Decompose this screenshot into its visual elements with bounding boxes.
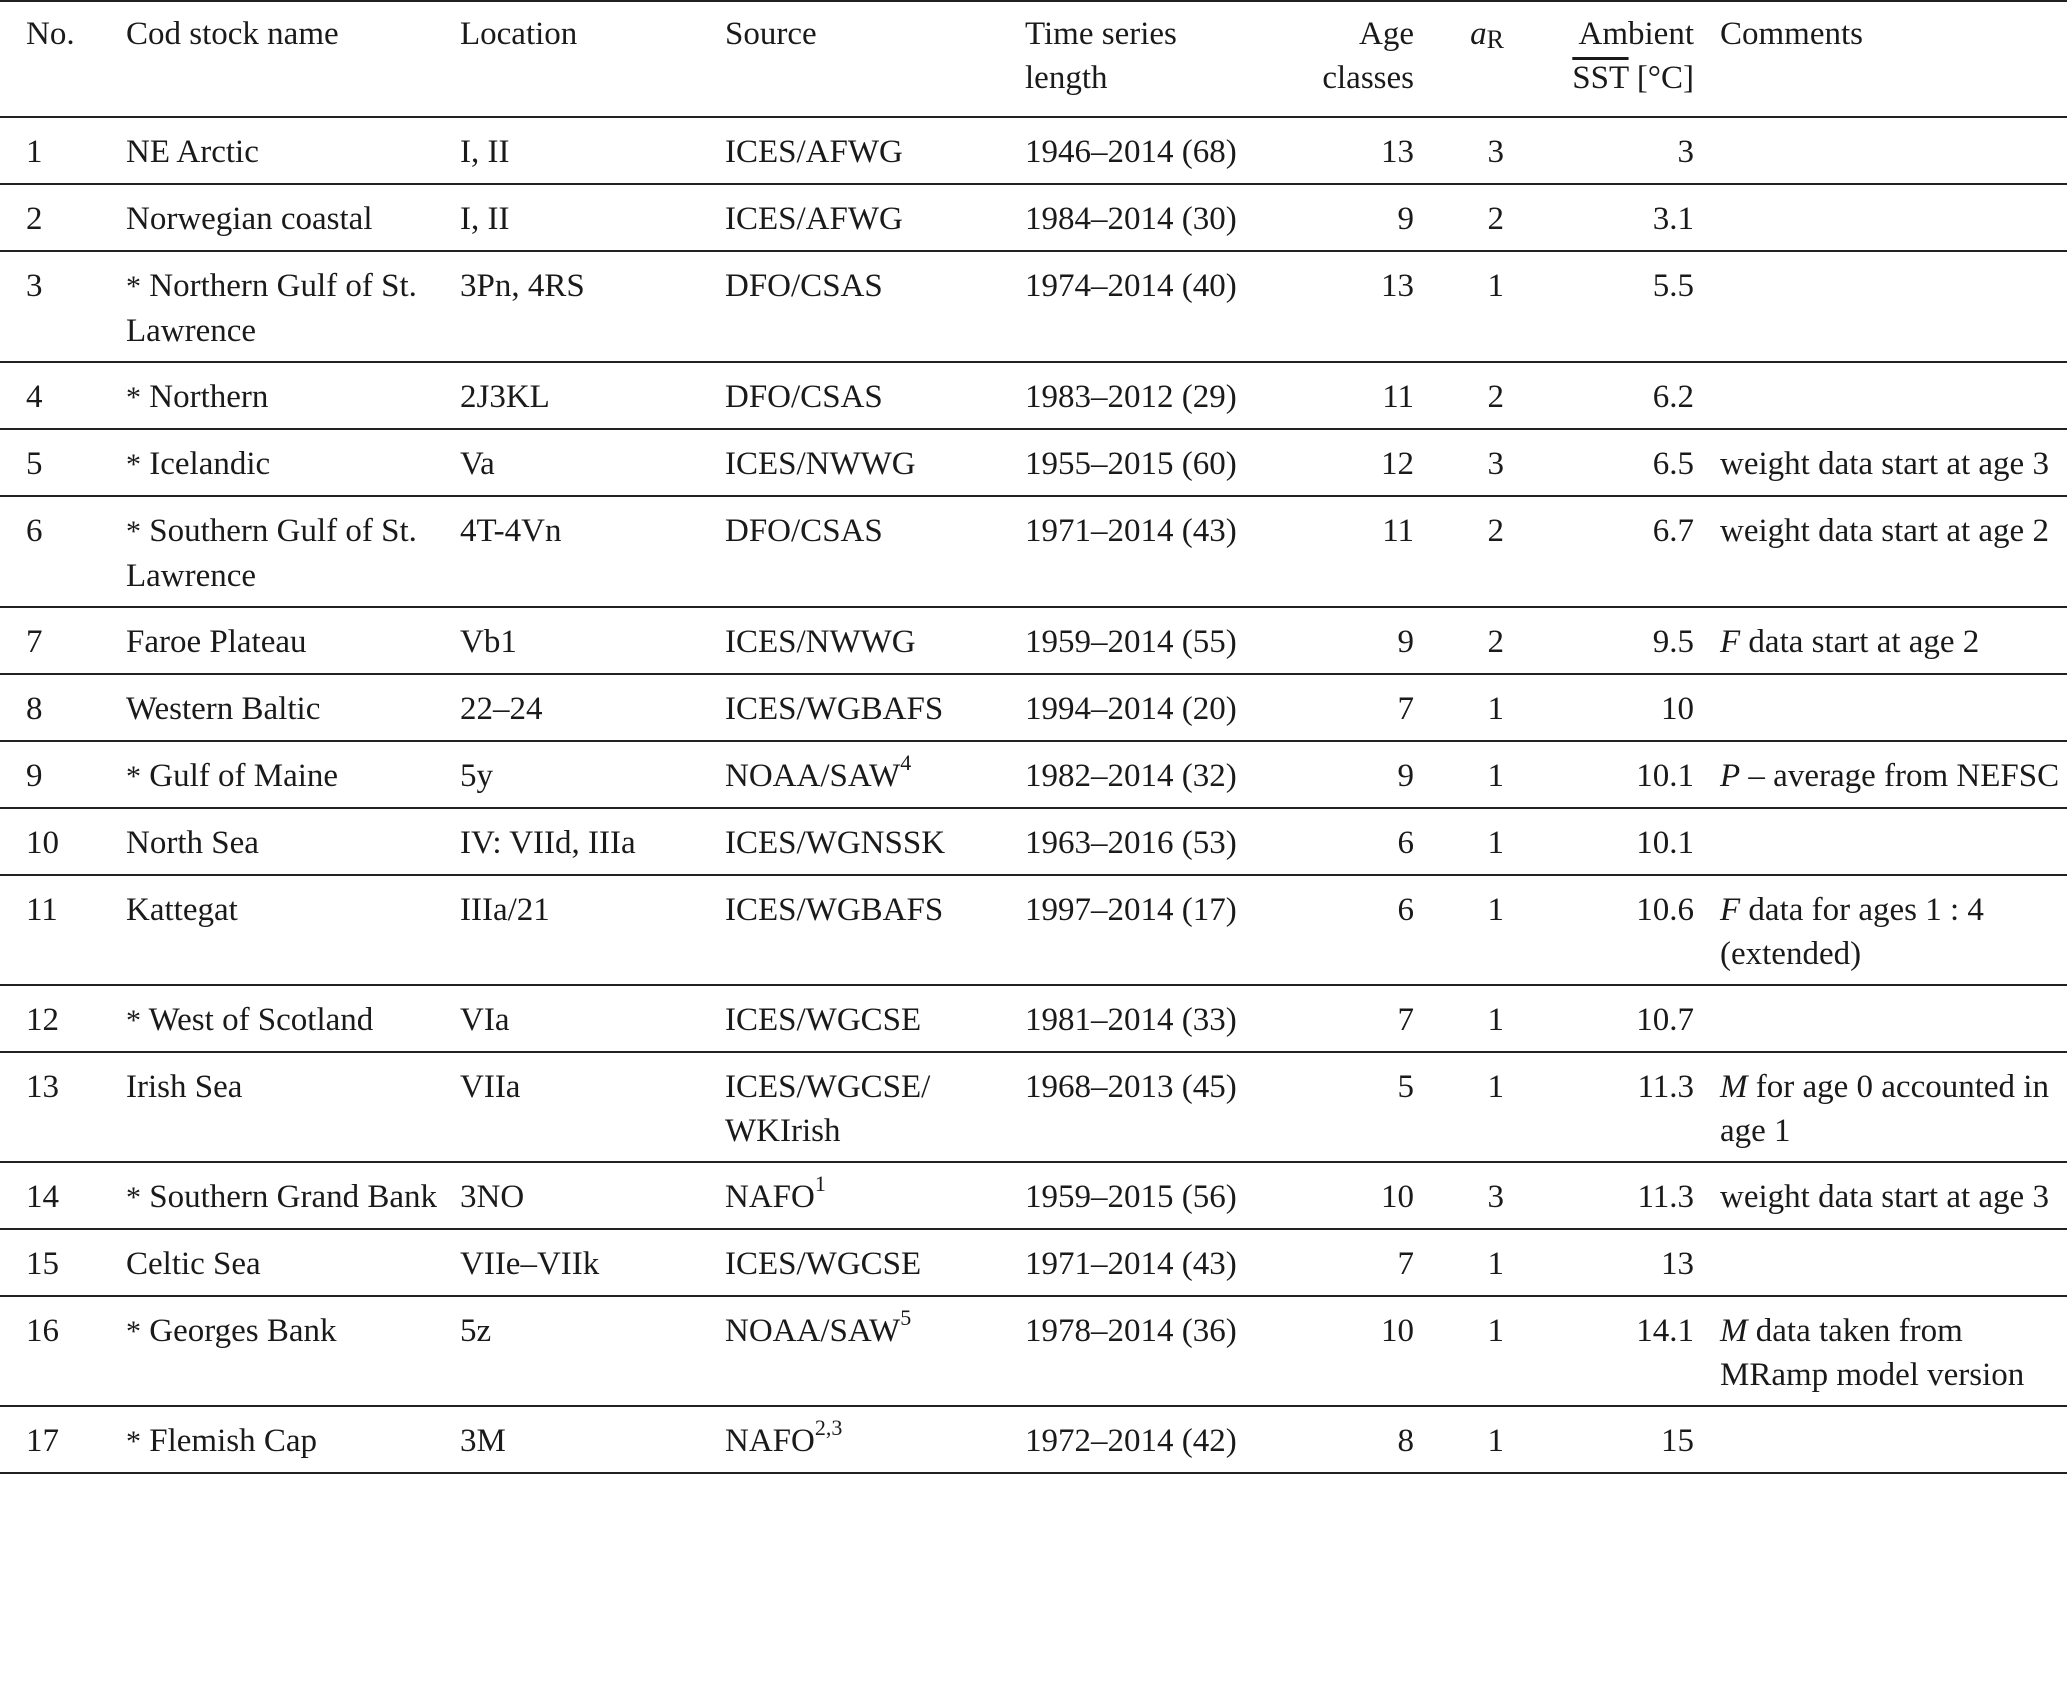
stock-name: Southern Grand Bank [141,1179,438,1215]
cell-location: I, II [460,184,725,251]
cell-no: 10 [0,808,126,875]
cell-age: 7 [1290,985,1440,1052]
source-text: NOAA/SAW [725,1313,901,1349]
stock-name: Gulf of Maine [141,758,339,794]
cell-age: 6 [1290,875,1440,985]
cell-sst: 10 [1530,674,1720,741]
source-text: DFO/CSAS [725,379,883,415]
source-text: ICES/NWWG [725,446,916,482]
cell-comments [1720,1406,2067,1473]
cell-comments [1720,741,2067,808]
cell-age: 10 [1290,1162,1440,1229]
stock-name: Western Baltic [126,691,321,727]
source-footnote: 5 [900,1305,912,1330]
cell-location: Vb1 [460,607,725,674]
cell-time: 1963–2016 (53) [1025,808,1290,875]
cell-no: 5 [0,429,126,496]
cell-ar: 2 [1440,184,1530,251]
cell-no: 14 [0,1162,126,1229]
cell-ar: 1 [1440,251,1530,362]
cell-ar: 2 [1440,496,1530,607]
source-text: ICES/WGCSE [725,1002,922,1038]
cell-name [126,1162,460,1229]
cell-sst: 9.5 [1530,607,1720,674]
header-sst-unit: [°C] [1628,60,1694,96]
header-comments: Comments [1720,1,2067,117]
comment-text: data taken from MRamp model version [1720,1313,2025,1393]
cell-no: 12 [0,985,126,1052]
cell-name [126,362,460,429]
cell-source [725,1162,1025,1229]
cell-time: 1971–2014 (43) [1025,496,1290,607]
cell-no: 16 [0,1296,126,1406]
cell-age: 11 [1290,496,1440,607]
cell-source [725,1296,1025,1406]
cell-no: 7 [0,607,126,674]
cell-age: 11 [1290,362,1440,429]
source-text: DFO/CSAS [725,513,883,549]
cell-name [126,429,460,496]
stock-name: Norwegian coastal [126,201,373,237]
cell-name [126,1406,460,1473]
cell-age: 10 [1290,1296,1440,1406]
cell-location: 3Pn, 4RS [460,251,725,362]
cell-no: 13 [0,1052,126,1162]
comment-text: for age 0 accounted in age 1 [1720,1069,2049,1149]
header-location: Location [460,1,725,117]
cell-location: IV: VIId, IIIa [460,808,725,875]
comment-text: weight data start at age 3 [1720,446,2049,482]
asterisk-marker: * [126,1181,141,1214]
cell-no: 1 [0,117,126,184]
cell-sst: 11.3 [1530,1052,1720,1162]
cell-ar: 3 [1440,117,1530,184]
cell-time: 1981–2014 (33) [1025,985,1290,1052]
cell-sst: 6.2 [1530,362,1720,429]
table-row [0,875,2067,985]
source-text: ICES/WGBAFS [725,691,944,727]
comment-text: data start at age 2 [1740,624,1980,660]
cell-sst: 13 [1530,1229,1720,1296]
cell-source [725,1052,1025,1162]
header-sst-line1: Ambient [1578,16,1694,52]
cell-time: 1997–2014 (17) [1025,875,1290,985]
stock-name: Faroe Plateau [126,624,307,660]
cell-no: 4 [0,362,126,429]
cell-sst: 10.1 [1530,808,1720,875]
cell-age: 13 [1290,251,1440,362]
cell-sst: 6.7 [1530,496,1720,607]
cell-location: 3NO [460,1162,725,1229]
source-text: ICES/AFWG [725,134,903,170]
cell-ar: 1 [1440,1229,1530,1296]
table-row [0,117,2067,184]
cell-source [725,607,1025,674]
cell-sst: 15 [1530,1406,1720,1473]
cell-comments [1720,985,2067,1052]
cell-ar: 1 [1440,1406,1530,1473]
header-time [1025,1,1290,117]
table-row [0,1296,2067,1406]
source-text: ICES/WGCSE/ WKIrish [725,1069,931,1149]
stock-name: Celtic Sea [126,1246,261,1282]
cell-ar: 1 [1440,1052,1530,1162]
cell-ar: 1 [1440,741,1530,808]
cell-comments [1720,1296,2067,1406]
comment-text: – average from NEFSC [1740,758,2060,794]
cell-ar: 3 [1440,429,1530,496]
cell-comments [1720,607,2067,674]
header-age [1290,1,1440,117]
asterisk-marker: * [126,381,141,414]
cell-sst: 11.3 [1530,1162,1720,1229]
table-row [0,1406,2067,1473]
cell-name [126,741,460,808]
table-body [0,117,2067,1473]
cell-no: 9 [0,741,126,808]
comment-symbol: M [1720,1313,1748,1349]
stock-name: Icelandic [141,446,271,482]
cell-location: IIIa/21 [460,875,725,985]
source-text: ICES/WGBAFS [725,892,944,928]
cell-sst: 10.7 [1530,985,1720,1052]
cell-ar: 1 [1440,875,1530,985]
cell-comments [1720,362,2067,429]
source-text: ICES/AFWG [725,201,903,237]
cell-sst: 5.5 [1530,251,1720,362]
stock-name: NE Arctic [126,134,259,170]
comment-symbol: F [1720,624,1741,660]
stock-name: Southern Gulf of St. Lawrence [126,513,417,594]
cell-age: 9 [1290,184,1440,251]
header-age-line2: classes [1322,60,1414,96]
cell-source [725,1229,1025,1296]
cell-location: 5z [460,1296,725,1406]
source-footnote: 4 [900,750,912,775]
cell-comments [1720,1162,2067,1229]
asterisk-marker: * [126,1425,141,1458]
cell-ar: 1 [1440,1296,1530,1406]
header-ar-sub: R [1486,25,1504,54]
cell-no: 8 [0,674,126,741]
header-sst-over: $\overline{SST}$ [1572,60,1629,96]
cell-location: I, II [460,117,725,184]
cell-sst: 3 [1530,117,1720,184]
source-text: NOAA/SAW [725,758,901,794]
comment-symbol: P [1720,758,1741,794]
cell-age: 7 [1290,674,1440,741]
cell-name [126,1229,460,1296]
table-row [0,674,2067,741]
table-row [0,985,2067,1052]
header-time-line2: length [1025,60,1108,96]
cell-time: 1972–2014 (42) [1025,1406,1290,1473]
asterisk-marker: * [126,515,141,548]
stock-name: Georges Bank [141,1313,337,1349]
stock-name: Northern Gulf of St. Lawrence [126,268,417,349]
comment-text: data for ages 1 : 4 (extended) [1720,892,1984,972]
header-sst [1530,1,1720,117]
cell-sst: 10.1 [1530,741,1720,808]
header-ar [1440,1,1530,117]
header-age-line1: Age [1359,16,1414,52]
source-text: ICES/NWWG [725,624,916,660]
stock-name: North Sea [126,825,259,861]
cell-ar: 1 [1440,985,1530,1052]
cell-comments [1720,251,2067,362]
cell-time: 1968–2013 (45) [1025,1052,1290,1162]
cell-name [126,674,460,741]
cell-source [725,808,1025,875]
cell-age: 6 [1290,808,1440,875]
cell-name [126,875,460,985]
cell-source [725,362,1025,429]
table-row [0,429,2067,496]
asterisk-marker: * [126,1315,141,1348]
stock-name: Northern [141,379,269,415]
comment-text: weight data start at age 3 [1720,1179,2049,1215]
cell-no: 17 [0,1406,126,1473]
cell-location: VIIa [460,1052,725,1162]
source-text: DFO/CSAS [725,268,883,304]
source-text: ICES/WGNSSK [725,825,946,861]
cell-sst: 6.5 [1530,429,1720,496]
cell-source [725,496,1025,607]
cell-comments [1720,1229,2067,1296]
table-row [0,1052,2067,1162]
cell-name [126,808,460,875]
cell-time: 1984–2014 (30) [1025,184,1290,251]
cell-source [725,875,1025,985]
cell-location: 2J3KL [460,362,725,429]
cell-source [725,985,1025,1052]
table-row [0,362,2067,429]
cell-age: 12 [1290,429,1440,496]
cell-sst: 3.1 [1530,184,1720,251]
table-row [0,741,2067,808]
cell-name [126,496,460,607]
cell-no: 11 [0,875,126,985]
cell-age: 8 [1290,1406,1440,1473]
cell-name [126,607,460,674]
header-time-line1: Time series [1025,16,1177,52]
cell-comments [1720,117,2067,184]
cell-source [725,251,1025,362]
cell-sst: 14.1 [1530,1296,1720,1406]
cell-time: 1982–2014 (32) [1025,741,1290,808]
comment-symbol: M [1720,1069,1748,1105]
cell-no: 6 [0,496,126,607]
comment-symbol: F [1720,892,1741,928]
cell-name [126,184,460,251]
comment-text: weight data start at age 2 [1720,513,2049,549]
cell-name [126,985,460,1052]
cell-ar: 2 [1440,607,1530,674]
cell-name [126,251,460,362]
cell-location: 5y [460,741,725,808]
cell-ar: 1 [1440,674,1530,741]
cell-comments [1720,1052,2067,1162]
cell-age: 9 [1290,607,1440,674]
cell-comments [1720,875,2067,985]
cell-time: 1955–2015 (60) [1025,429,1290,496]
cell-location: 4T-4Vn [460,496,725,607]
cell-name [126,117,460,184]
cell-sst: 10.6 [1530,875,1720,985]
cell-location: VIa [460,985,725,1052]
cell-time: 1946–2014 (68) [1025,117,1290,184]
cell-comments [1720,808,2067,875]
asterisk-marker: * [126,448,141,481]
stock-name: Kattegat [126,892,238,928]
asterisk-marker: * [126,1004,141,1037]
cell-age: 9 [1290,741,1440,808]
table-row [0,808,2067,875]
cell-comments [1720,184,2067,251]
cell-age: 13 [1290,117,1440,184]
cell-time: 1978–2014 (36) [1025,1296,1290,1406]
cell-source [725,429,1025,496]
cell-location: 3M [460,1406,725,1473]
cell-name [126,1296,460,1406]
header-source: Source [725,1,1025,117]
cell-ar: 2 [1440,362,1530,429]
source-text: NAFO [725,1179,815,1215]
cell-time: 1974–2014 (40) [1025,251,1290,362]
asterisk-marker: * [126,760,141,793]
cell-time: 1994–2014 (20) [1025,674,1290,741]
cell-source [725,741,1025,808]
table-header [0,1,2067,117]
table-row [0,496,2067,607]
asterisk-marker: * [126,270,141,303]
cell-comments [1720,496,2067,607]
header-ar-main: a [1470,16,1487,52]
header-no: No. [0,1,126,117]
cell-name [126,1052,460,1162]
table-row [0,251,2067,362]
cell-location: 22–24 [460,674,725,741]
cell-comments [1720,429,2067,496]
source-footnote: 1 [814,1171,826,1196]
cell-comments [1720,674,2067,741]
cell-source [725,1406,1025,1473]
cell-age: 7 [1290,1229,1440,1296]
source-text: ICES/WGCSE [725,1246,922,1282]
stock-name: West of Scotland [141,1002,374,1038]
cell-time: 1959–2015 (56) [1025,1162,1290,1229]
source-text: NAFO [725,1423,815,1459]
cell-age: 5 [1290,1052,1440,1162]
cell-location: Va [460,429,725,496]
cell-ar: 1 [1440,808,1530,875]
table-row [0,607,2067,674]
cell-time: 1971–2014 (43) [1025,1229,1290,1296]
table-row [0,184,2067,251]
source-footnote: 2,3 [814,1415,843,1440]
cell-ar: 3 [1440,1162,1530,1229]
cell-time: 1983–2012 (29) [1025,362,1290,429]
table-row [0,1162,2067,1229]
cell-no: 3 [0,251,126,362]
cell-source [725,184,1025,251]
cell-source [725,674,1025,741]
cell-no: 15 [0,1229,126,1296]
header-name: Cod stock name [126,1,460,117]
cell-time: 1959–2014 (55) [1025,607,1290,674]
cell-location: VIIe–VIIk [460,1229,725,1296]
cell-no: 2 [0,184,126,251]
stock-name: Irish Sea [126,1069,243,1105]
table-row [0,1229,2067,1296]
cell-source [725,117,1025,184]
header-row [0,1,2067,117]
stock-name: Flemish Cap [141,1423,318,1459]
